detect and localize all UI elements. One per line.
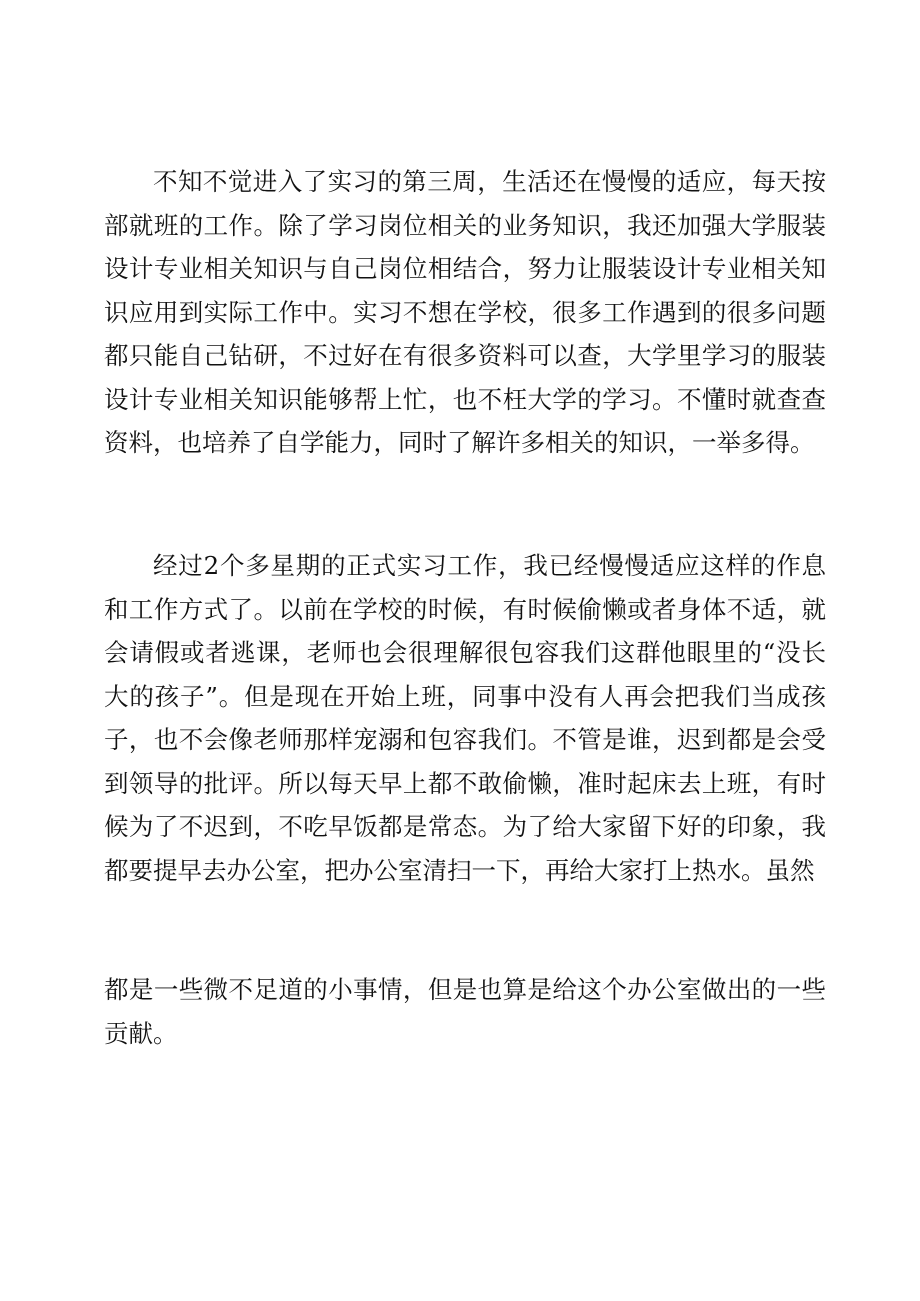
paragraph-continuation: 都是一些微不足道的小事情，但是也算是给这个办公室做出的一些贡献。: [104, 975, 826, 1048]
paragraph-internship-third-week: 不知不觉进入了实习的第三周，生活还在慢慢的适应，每天按部就班的工作。除了学习岗位相关的业务知识，我还加强大学服装设计专业相关知识与自己岗位相结合，努力让服装设计专业相关知识应用到实际工作中。实习不想在学校，很多工作遇到的很多问题都只能自己钻研，不过好在有很多资料可以查，大学里学习的服装设计专业相关知识能够帮上忙，也不枉大学的学习。不懂时就查查资料，也培养了自学能力，同时了解许多相关的知识，一举多得。: [104, 167, 826, 457]
paragraph-adapting-to-work: 经过2个多星期的正式实习工作，我已经慢慢适应这样的作息和工作方式了。以前在学校的时候，有时候偷懒或者身体不适，就会请假或者逃课，老师也会很理解很包容我们这群他眼里的“没长大的孩子”。但是现在开始上班，同事中没有人再会把我们当成孩子，也不会像老师那样宠溺和包容我们。不管是谁，迟到都是会受到领导的批评。所以每天早上都不敢偷懒，准时起床去上班，有时候为了不迟到，不吃早饭都是常态。为了给大家留下好的印象，我都要提早去办公室，把办公室清扫一下，再给大家打上热水。虽然: [104, 551, 826, 885]
